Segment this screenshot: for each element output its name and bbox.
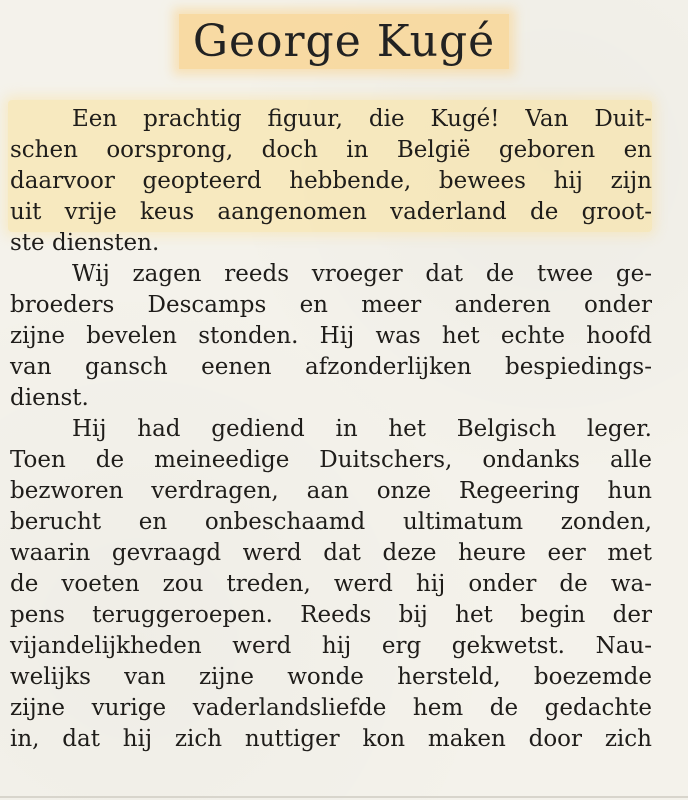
paragraph-2 [10,259,652,414]
text-line: daarvoor geopteerd hebbende, bewees hij zijn [10,168,652,194]
text-line: dienst. [10,385,89,411]
text-line: broeders Descamps en meer anderen onder [10,292,652,318]
paragraph-1 [10,104,652,259]
bottom-edge [0,796,688,798]
text-line: vijandelijkheden werd hij erg gekwetst. Nau- [10,633,652,659]
text-line: pens teruggeroepen. Reeds bij het begin der [10,602,652,628]
text-line: ste diensten. [10,230,160,256]
text-line: bezworen verdragen, aan onze Regeering hun [10,478,652,504]
title-block [0,14,688,69]
paragraph-3 [10,414,652,755]
text-line: welijks van zijne wonde hersteld, boezemde [10,664,652,690]
text-line: Hij had gediend in het Belgisch leger. [72,416,652,442]
text-line: schen oorsprong, doch in België geboren en [10,137,652,163]
text-line: uit vrije keus aangenomen vaderland de groot- [10,199,652,225]
text-line: Een prachtig figuur, die Kugé! Van Duit- [72,106,652,132]
text-line: van gansch eenen afzonderlijken bespiedings- [10,354,652,380]
text-line: Wij zagen reeds vroeger dat de twee ge- [72,261,652,287]
text-line: in, dat hij zich nuttiger kon maken door zich [10,726,652,752]
text-line: Toen de meineedige Duitschers, ondanks alle [10,447,652,473]
text-line: waarin gevraagd werd dat deze heure eer met [10,540,652,566]
text-line: berucht en onbeschaamd ultimatum zonden, [10,509,652,535]
article-body [10,104,652,755]
article-title: George Kugé [179,14,509,69]
text-line: zijne bevelen stonden. Hij was het echte hoofd [10,323,652,349]
text-line: zijne vurige vaderlandsliefde hem de gedachte [10,695,652,721]
text-line: de voeten zou treden, werd hij onder de wa- [10,571,652,597]
